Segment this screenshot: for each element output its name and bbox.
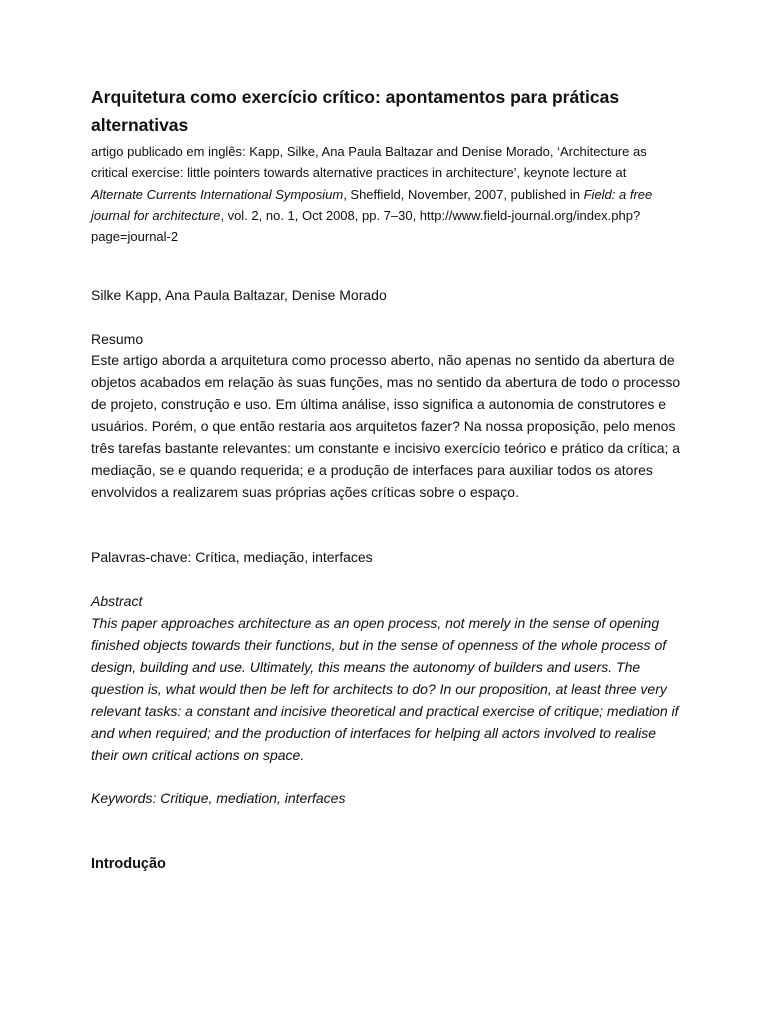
publication-note: [91, 141, 676, 247]
section-heading-introducao: Introdução: [91, 856, 166, 872]
abstract-heading: Abstract: [91, 593, 143, 609]
abstract-body: This paper approaches architecture as an open process, not merely in the sense of opening finished objects towards their functions, but in the sense of openness of the whole process of design, building and use. Ultimately, this means the autonomy of builders and users. The question is, what would then be left for architects to do? In our proposition, at least three very relevant tasks: a constant and incisive theoretical and practical exercise of critique; mediation if and when required; and the production of interfaces for helping all actors involved to realise their own critical actions on space.: [91, 615, 679, 763]
publication-middle: , Sheffield, November, 2007, published in: [343, 186, 584, 202]
publication-prefix: artigo publicado em inglês: Kapp, Silke, Ana Paula Baltazar and Denise Morado, ‘Architecture as critical exercise: little pointers towards alternative practices in architecture’, keynote lecture at: [91, 144, 647, 181]
resumo-body: Este artigo aborda a arquitetura como processo aberto, não apenas no sentido da abertura de objetos acabados em relação às suas funções, mas no sentido da abertura de todo o processo de projeto, construção e uso. Em última análise, isso significa a autonomia de construtores e usuários. Porém, o que então restaria aos arquitetos fazer? Na nossa proposição, pelo menos três tarefas bastante relevantes: um constante e incisivo exercício teórico e prático da crítica; a mediação, se e quando requerida; e a produção de interfaces para auxiliar todos os atores envolvidos a realizarem suas próprias ações críticas sobre o espaço.: [91, 352, 681, 500]
publication-event: Alternate Currents International Symposium: [91, 186, 344, 202]
resumo-heading: Resumo: [91, 331, 144, 347]
authors-line: Silke Kapp, Ana Paula Baltazar, Denise Morado: [91, 287, 387, 303]
publication-suffix: , vol. 2, no. 1, Oct 2008, pp. 7–30, http://www.field-journal.org/index.php?page=journal-2: [91, 207, 641, 245]
palavras-chave: Palavras-chave: Crítica, mediação, interfaces: [91, 549, 373, 565]
publication-journal: Field: a free journal for architecture: [91, 186, 653, 223]
keywords-line: Keywords: Critique, mediation, interfaces: [91, 790, 346, 806]
document-title: Arquitetura como exercício crítico: apontamentos para práticas alternativas: [91, 87, 620, 135]
